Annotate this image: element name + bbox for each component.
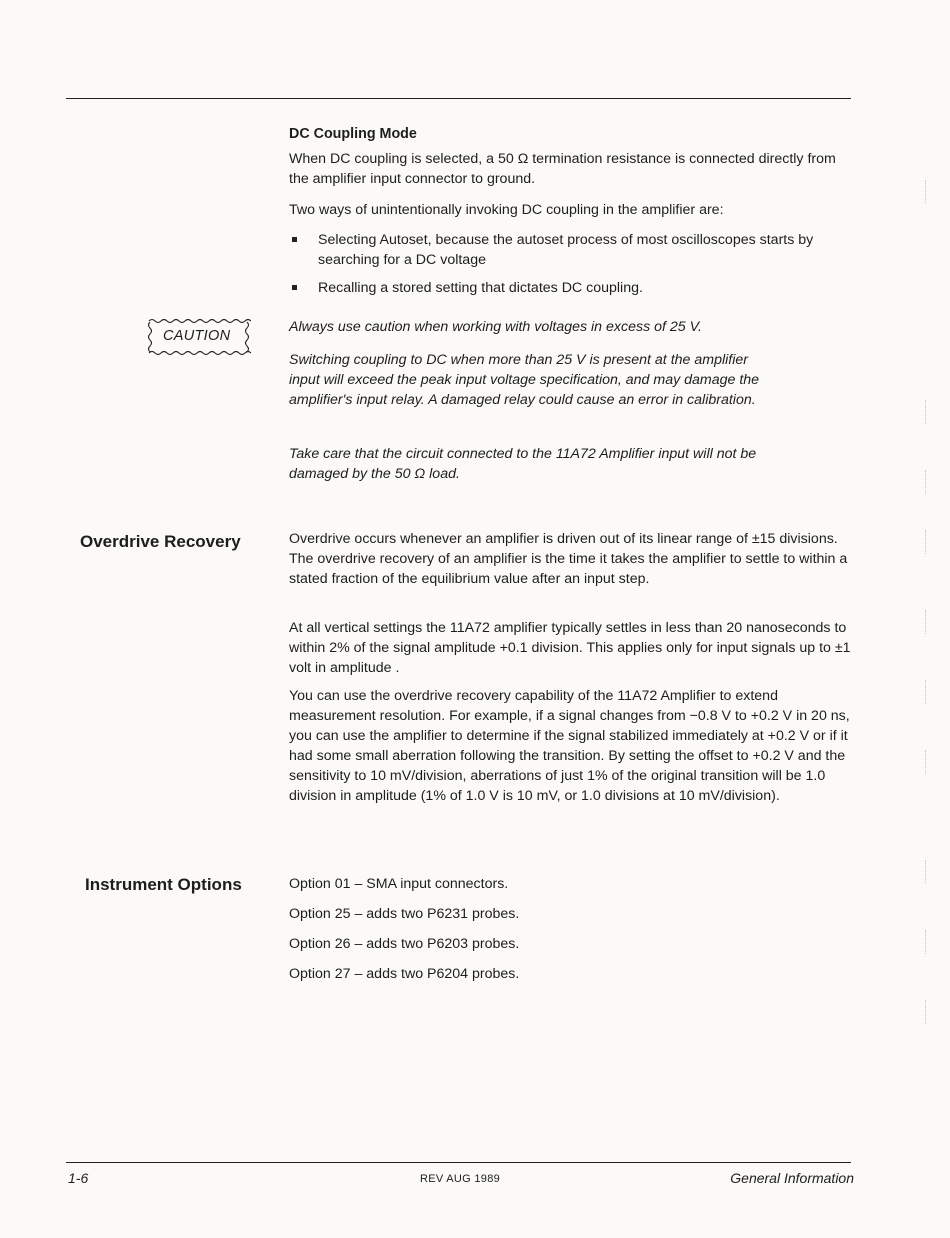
list-item [289, 230, 854, 270]
caution-para-2 [289, 350, 769, 410]
dc-coupling-section [289, 124, 854, 144]
dc-coupling-para-2 [289, 200, 854, 220]
caution-badge [147, 318, 251, 356]
dc-coupling-heading: DC Coupling Mode [289, 126, 417, 142]
dc-coupling-para-1 [289, 149, 854, 189]
options-heading: Instrument Options [85, 875, 242, 894]
binder-marks [905, 100, 935, 1150]
list-item: Option 26 – adds two P6203 probes. [289, 936, 520, 952]
overdrive-para-3 [289, 686, 854, 806]
list-item: Option 27 – adds two P6204 probes. [289, 966, 520, 982]
dc-coupling-text-1: When DC coupling is selected, a 50 Ω termination resistance is connected directly from the amplifier input connector to ground. [289, 151, 836, 187]
header-rule [66, 98, 851, 99]
dc-coupling-text-2: Two ways of unintentionally invoking DC coupling in the amplifier are: [289, 202, 724, 218]
caution-text-2: Switching coupling to DC when more than 25 V is present at the amplifier input will exceed the peak input voltage specification, and may damage the amplifier's input relay. A damaged relay could cause an error in calibration. [289, 352, 760, 408]
page-number: 1-6 [68, 1170, 89, 1186]
caution-para-3 [289, 444, 769, 484]
overdrive-para-2 [289, 618, 854, 678]
overdrive-heading: Overdrive Recovery [80, 532, 241, 551]
overdrive-text-2: At all vertical settings the 11A72 amplifier typically settles in less than 20 nanoseconds to within 2% of the signal amplitude +0.1 division. This applies only for input signals up to ±1 volt in amplitude . [289, 620, 851, 676]
caution-label: CAUTION [163, 328, 231, 344]
bullet-list [289, 230, 854, 270]
list-item: Option 01 – SMA input connectors. [289, 876, 509, 892]
overdrive-para-1 [289, 529, 854, 589]
footer-rule [66, 1162, 851, 1163]
bullet-text: Recalling a stored setting that dictates DC coupling. [318, 280, 643, 296]
revision-date: REV AUG 1989 [420, 1173, 501, 1185]
bullet-list-2 [289, 278, 854, 298]
caution-text-3: Take care that the circuit connected to the 11A72 Amplifier input will not be damaged by the 50 Ω load. [289, 446, 757, 482]
caution-text-1: Always use caution when working with voltages in excess of 25 V. [289, 319, 702, 335]
section-title: General Information [730, 1170, 854, 1186]
caution-line-1 [289, 317, 854, 337]
overdrive-text-1: Overdrive occurs whenever an amplifier is driven out of its linear range of ±15 divisions. The overdrive recovery of an amplifier is the time it takes the amplifier to settle to within a stated fraction of the equilibrium value after an input step. [289, 531, 848, 587]
bullet-square-icon [292, 237, 297, 242]
overdrive-text-3: You can use the overdrive recovery capability of the 11A72 Amplifier to extend measurement resolution. For example, if a signal changes from −0.8 V to +0.2 V in 20 ns, you can use the amplifier to determine if the signal stabilized immediately at +0.2 V or if it had some small aberration following the transition. By setting the offset to +0.2 V and the sensitivity to 10 mV/division, aberrations of just 1% of the original transition will be 1.0 division in amplitude (1% of 1.0 V is 10 mV, or 1.0 divisions at 10 mV/division). [289, 688, 850, 804]
bullet-text: Selecting Autoset, because the autoset process of most oscilloscopes starts by searching for a DC voltage [318, 232, 814, 268]
options-list [289, 874, 854, 984]
bullet-square-icon [292, 285, 297, 290]
list-item [289, 278, 854, 298]
list-item: Option 25 – adds two P6231 probes. [289, 906, 520, 922]
